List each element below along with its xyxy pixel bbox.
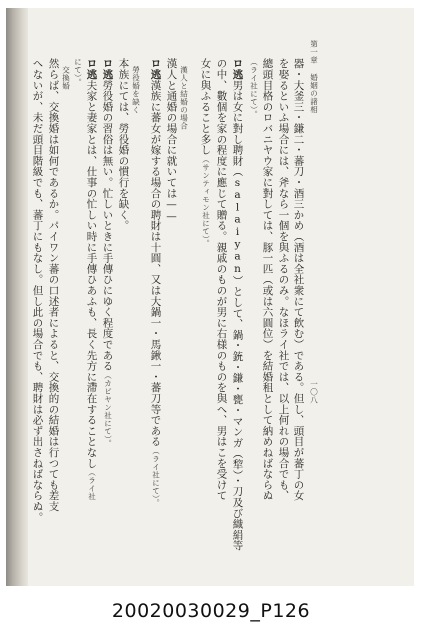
- text-col-e: [232, 58, 243, 551]
- text-col-k: [102, 58, 113, 447]
- marker-e: ロ逃: [231, 58, 244, 80]
- text-col-b: を娶るといふ場合には、斧なら一個を與ふるのみ。なほライ社では、以上何れの場合でも、: [277, 58, 290, 501]
- text-col-a: 器・大釜三・鎌二・蕃刀・酒三かめ（酒は全社衆にて飲む）である。但し、頭目が蕃丁の女: [292, 58, 305, 501]
- text-col-f: の中、數個を家の程度に應じて贈る。親戚のものが男に右様のものを與へ、男はこを受けて: [215, 58, 228, 501]
- text-col-g: [200, 58, 211, 247]
- text-g: 女に與ふること多し: [199, 58, 212, 156]
- text-col-n: 然らば、交換婚は如何であるか。パイワン蕃の口述者によると、交換的の結婚は行つても差支: [47, 58, 60, 512]
- marker-l: ロ逃: [85, 58, 98, 80]
- text-g-note: （サンティモン社にて）。: [201, 155, 211, 248]
- text-k: 勞役婚の習俗は無い。忙しいときに手傳ひにゆく程度である: [101, 79, 114, 372]
- text-i: 漢族に蕃女が嫁する場合の聘財は十圓、又は大鍋一・馬鍬一・蕃刀等である: [149, 79, 162, 447]
- marker-i: ロ逃: [149, 58, 162, 80]
- page-number-visible: 一〇八: [309, 380, 319, 404]
- text-l: 夫家と妻家とは、仕事の忙しい時に手傳ひあふも、長く先方に滯在することなし: [85, 79, 98, 469]
- text-col-o: へないが、未だ頭目階級でも、蕃丁にもなし。但し此の場合でも、聘財は必ず出さねばならぬ。: [31, 58, 44, 523]
- running-header-visible: 第一章 婚姻の諸相: [309, 40, 319, 114]
- text-col-m: にて）。: [73, 58, 83, 87]
- margin-note-2: 勞役婚を缺く: [131, 66, 141, 114]
- text-i-note: （ライ社にて）。: [151, 446, 161, 508]
- text-col-h: 漢人と通婚の場合に就いては——: [165, 58, 178, 223]
- text-col-d: （ライ社にて）。: [249, 58, 259, 119]
- text-l-note: （ライ社: [87, 468, 97, 501]
- margin-note-1: 漢人と結婚の場合: [179, 66, 189, 130]
- text-col-c: 總頭目格のロバニヤウ家に對しては、豚一匹（或は六圓位）を結婚租として納めねばならぬ: [261, 58, 274, 501]
- text-col-l: [86, 58, 97, 500]
- marker-k: ロ逃: [101, 58, 114, 80]
- margin-note-3: 交換婚: [61, 66, 71, 90]
- text-col-i: [150, 58, 161, 507]
- text-k-note: （カピヤン社にて）。: [103, 371, 113, 448]
- image-caption: 20020030029_P126: [111, 600, 311, 622]
- text-e: 男は女に對し聘財（salaiyan）として、鍋・銃・鎌・甕・マンガ（犂）・刀及び織絹等: [231, 79, 244, 551]
- text-col-j: 本族にては、勞役婚の慣行を缺く。: [117, 58, 130, 231]
